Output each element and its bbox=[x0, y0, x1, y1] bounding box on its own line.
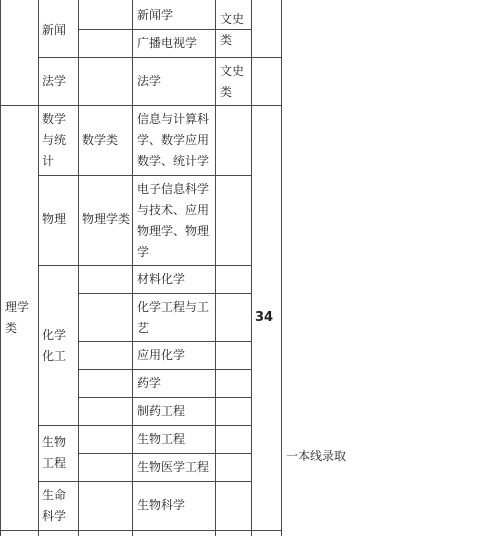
subject-cell: 法学 bbox=[137, 74, 162, 88]
major-cell: 工程 bbox=[42, 456, 67, 470]
category-cell: 类 bbox=[5, 321, 18, 335]
subject-cell: 化学工程与工 bbox=[137, 300, 210, 314]
subject-cell: 学 bbox=[137, 245, 150, 259]
major-cell: 化学 bbox=[42, 328, 67, 342]
subject-cell: 广播电视学 bbox=[137, 36, 198, 50]
subject-cell: 应用化学 bbox=[137, 348, 186, 362]
row-line bbox=[0, 530, 281, 531]
col-line bbox=[251, 0, 252, 536]
admission-cell: 一本线录取 bbox=[286, 449, 347, 463]
subject-type-cell: 文史 bbox=[220, 64, 245, 78]
category-cell: 理学 bbox=[5, 300, 30, 314]
subject-cell: 生物科学 bbox=[137, 498, 186, 512]
subject-type-cell: 类 bbox=[220, 33, 233, 47]
subject-cell: 生物医学工程 bbox=[137, 460, 210, 474]
major-cell: 生物 bbox=[42, 435, 67, 449]
col-line bbox=[281, 0, 282, 536]
col-line bbox=[38, 0, 39, 536]
subject-cell: 新闻学 bbox=[137, 8, 174, 22]
row-line bbox=[0, 105, 281, 106]
subject-cell: 与技术、应用 bbox=[137, 203, 210, 217]
major-cell: 物理 bbox=[42, 212, 67, 226]
major-cell: 生命 bbox=[42, 488, 67, 502]
major-cell: 与统 bbox=[42, 133, 67, 147]
row-line bbox=[78, 369, 251, 370]
major-cell: 新闻 bbox=[42, 23, 67, 37]
major-cell: 数学 bbox=[42, 112, 67, 126]
count-cell: 34 bbox=[255, 310, 274, 325]
subject-cell: 信息与计算科 bbox=[137, 112, 210, 126]
subject-cell: 生物工程 bbox=[137, 432, 186, 446]
col-line bbox=[78, 0, 79, 536]
subject-cell: 材料化学 bbox=[137, 272, 186, 286]
class-cell: 物理学类 bbox=[82, 212, 131, 226]
subject-type-cell: 类 bbox=[220, 85, 233, 99]
major-cell: 科学 bbox=[42, 509, 67, 523]
subject-cell: 艺 bbox=[137, 321, 150, 335]
row-line bbox=[38, 265, 251, 266]
col-line bbox=[0, 0, 1, 536]
subject-cell: 电子信息科学 bbox=[137, 182, 210, 196]
subject-cell: 物理学、物理 bbox=[137, 224, 210, 238]
row-line bbox=[78, 453, 251, 454]
subject-cell: 学、数学应用 bbox=[137, 133, 210, 147]
row-line bbox=[78, 293, 251, 294]
row-line bbox=[78, 341, 251, 342]
col-line bbox=[132, 0, 133, 536]
row-line bbox=[38, 57, 281, 58]
subject-type-cell: 文史 bbox=[220, 12, 245, 26]
class-cell: 数学类 bbox=[82, 133, 119, 147]
row-line bbox=[38, 481, 251, 482]
subject-cell: 数学、统计学 bbox=[137, 154, 210, 168]
subject-cell: 制药工程 bbox=[137, 404, 186, 418]
row-line bbox=[38, 175, 251, 176]
subject-cell: 药学 bbox=[137, 376, 162, 390]
major-cell: 法学 bbox=[42, 74, 67, 88]
col-line bbox=[215, 0, 216, 536]
row-line bbox=[38, 425, 251, 426]
major-cell: 计 bbox=[42, 154, 55, 168]
major-cell: 化工 bbox=[42, 349, 67, 363]
row-line bbox=[78, 397, 251, 398]
